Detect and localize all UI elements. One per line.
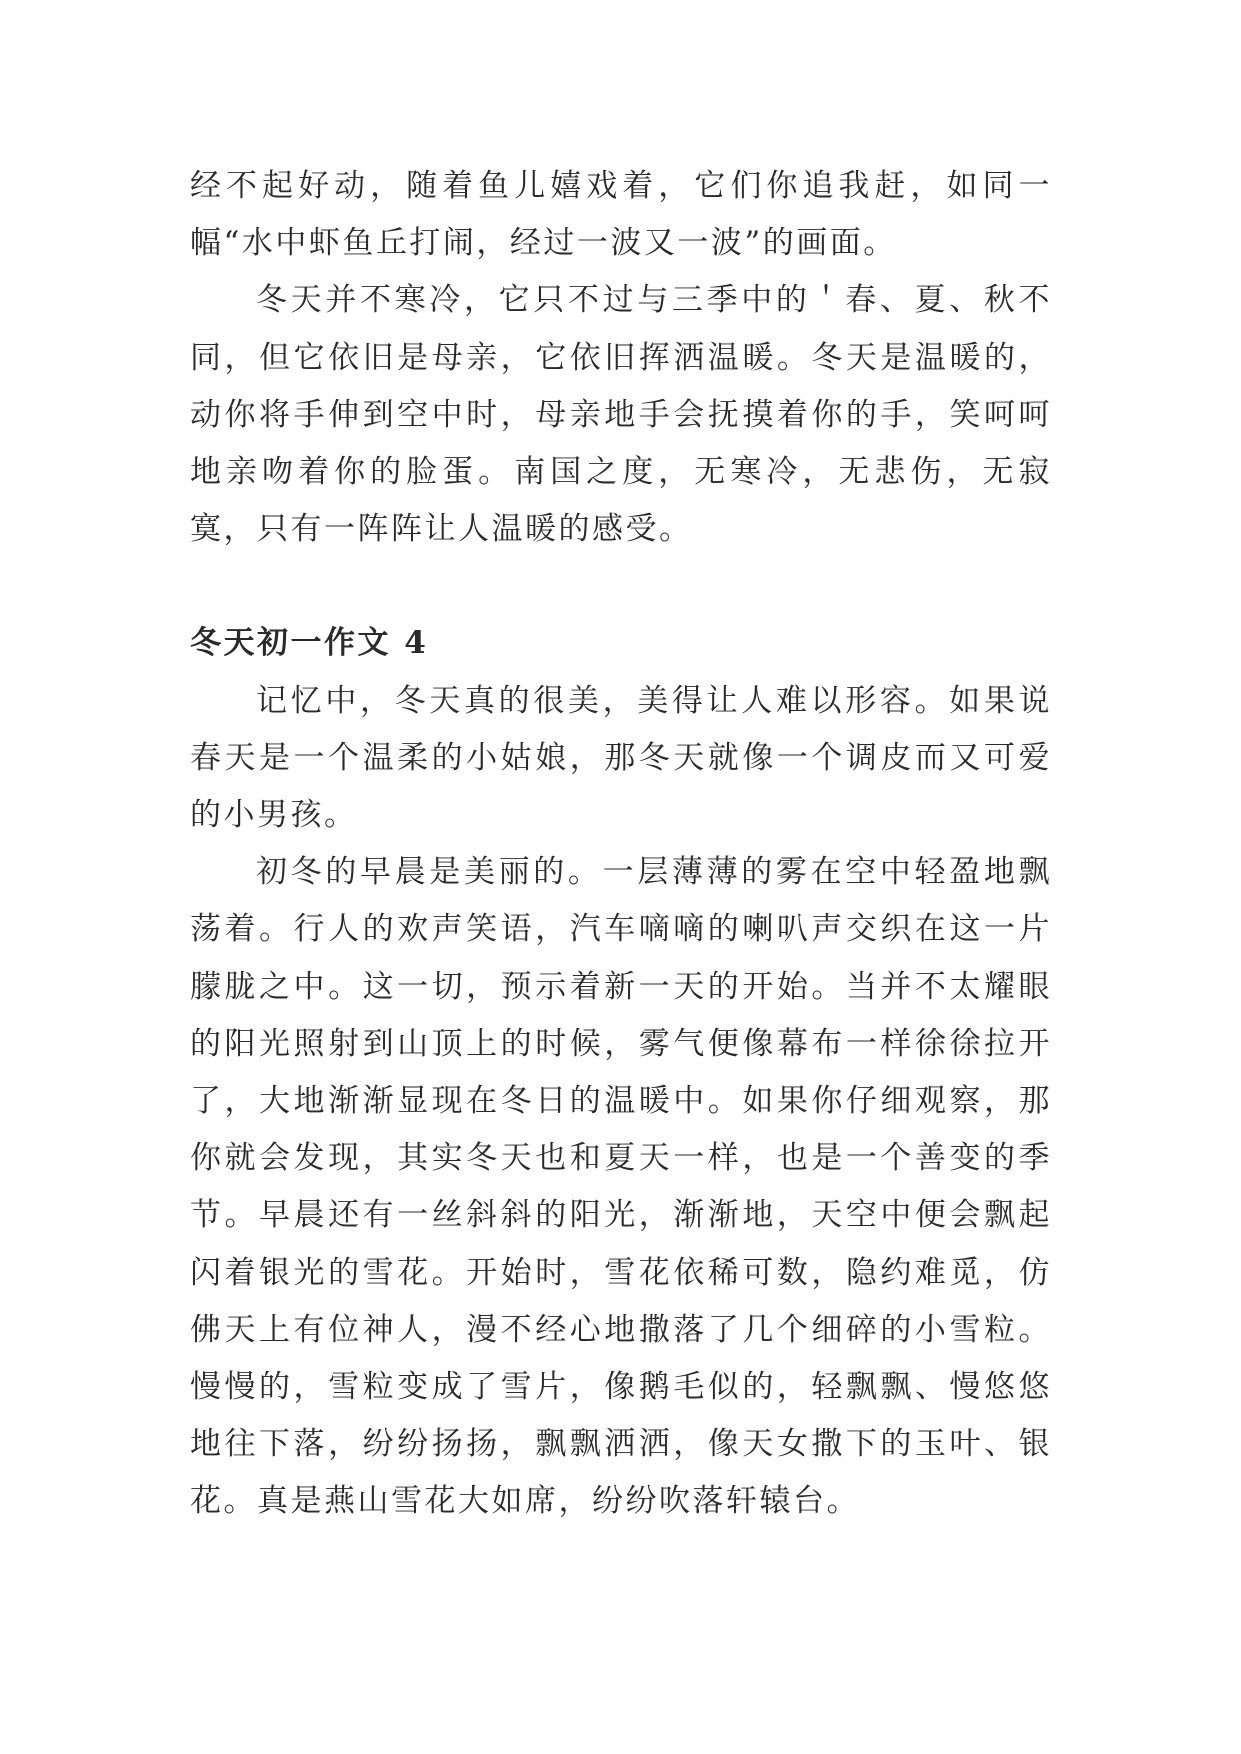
section-heading: 冬天初一作文 4 [190, 625, 429, 662]
paragraph-memory: 记忆中，冬天真的很美，美得让人难以形容。如果说春天是一个温柔的小姑娘，那冬天就像一个调皮而又可爱的小男孩。 [190, 682, 1052, 834]
document-body [190, 158, 1052, 1531]
paragraph-winter-warmth: 冬天并不寒冷，它只不过与三季中的＇春、夏、秋不同，但它依旧是母亲，它依旧挥洒温暖。冬天是温暖的，动你将手伸到空中时，母亲地手会抚摸着你的手，笑呵呵地亲吻着你的脸蛋。南国之度，无寒冷，无悲伤，无寂寞，只有一阵阵让人温暖的感受。 [190, 282, 1052, 548]
paragraph-continued: 经不起好动，随着鱼儿嬉戏着，它们你追我赶，如同一幅“水中虾鱼丘打闹，经过一波又一波”的画面。 [190, 168, 1052, 262]
section-spacer [190, 558, 1052, 615]
paragraph-early-winter-morning: 初冬的早晨是美丽的。一层薄薄的雾在空中轻盈地飘荡着。行人的欢声笑语，汽车嘀嘀的喇叭声交织在这一片朦胧之中。这一切，预示着新一天的开始。当并不太耀眼的阳光照射到山顶上的时候，雾气便像幕布一样徐徐拉开了，大地渐渐显现在冬日的温暖中。如果你仔细观察，那你就会发现，其实冬天也和夏天一样，也是一个善变的季节。早晨还有一丝斜斜的阳光，渐渐地，天空中便会飘起闪着银光的雪花。开始时，雪花依稀可数，隐约难觅，仿佛天上有位神人，漫不经心地撒落了几个细碎的小雪粒。慢慢的，雪粒变成了雪片，像鹅毛似的，轻飘飘、慢悠悠地往下落，纷纷扬扬，飘飘洒洒，像天女撒下的玉叶、银花。真是燕山雪花大如席，纷纷吹落轩辕台。 [190, 854, 1052, 1520]
